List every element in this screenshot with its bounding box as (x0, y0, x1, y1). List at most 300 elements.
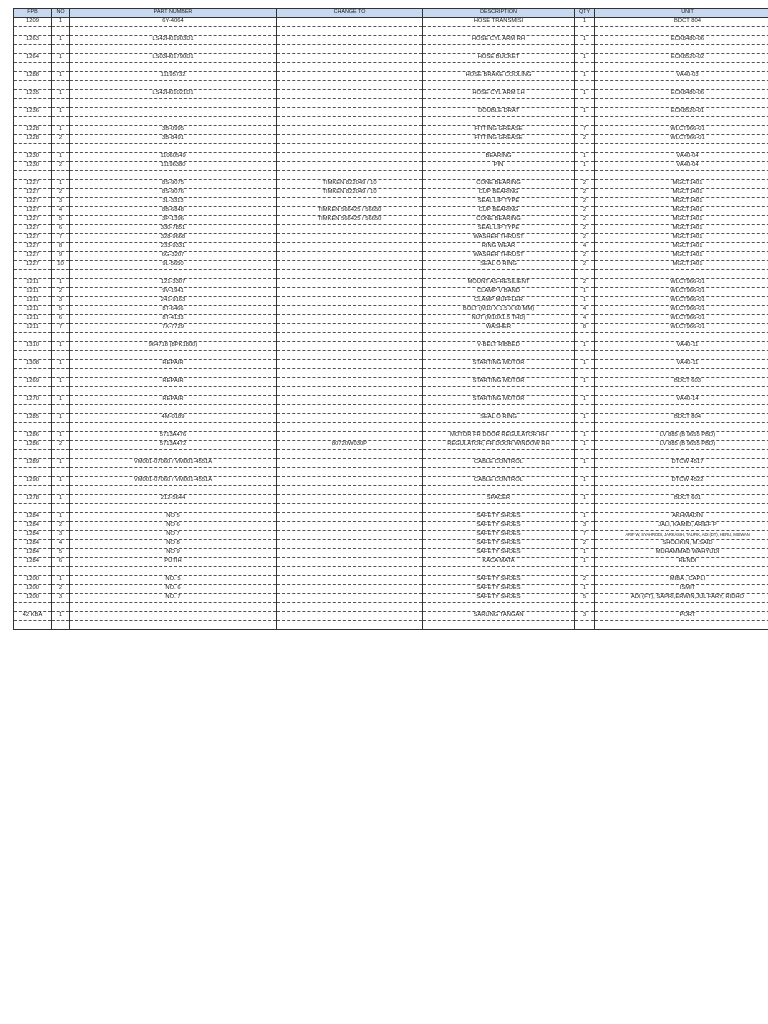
cell-description: BOLT (M10 X 1.5 X 60 MM) (423, 306, 575, 315)
cell-unit: ARIF W, SYAHRODI, JARKASIH, TAUFIK, ADI (DT), HERU, MISWAN (595, 531, 768, 540)
cell-change-to (277, 612, 423, 621)
cell-part-number: 3B-0995 (70, 126, 277, 135)
cell-unit (595, 603, 768, 612)
cell-qty: 1 (575, 72, 595, 81)
cell-change-to (277, 342, 423, 351)
cell-fpb: 1235 (14, 90, 52, 99)
cell-qty (575, 270, 595, 279)
table-row (14, 360, 768, 369)
cell-change-to (277, 540, 423, 549)
cell-qty (575, 468, 595, 477)
cell-description: CUP BEARING (423, 207, 575, 216)
table-row (14, 288, 768, 297)
cell-no: 4 (52, 540, 70, 549)
cell-change-to (277, 117, 423, 126)
cell-description (423, 387, 575, 396)
cell-part-number: 3P-1396 (70, 216, 277, 225)
cell-unit: VA40-14 (595, 396, 768, 405)
cell-change-to (277, 423, 423, 432)
cell-no (52, 603, 70, 612)
cell-qty: 1 (575, 441, 595, 450)
cell-change-to (277, 252, 423, 261)
cell-unit: VA40-04 (595, 153, 768, 162)
cell-qty: 2 (575, 135, 595, 144)
cell-change-to (277, 279, 423, 288)
cell-description (423, 270, 575, 279)
cell-qty (575, 351, 595, 360)
cell-part-number (70, 144, 277, 153)
cell-qty: 1 (575, 288, 595, 297)
cell-part-number: 233-9331 (70, 243, 277, 252)
cell-description: WASHER THRUST (423, 252, 575, 261)
cell-no (52, 450, 70, 459)
cell-part-number: NO 7 (70, 531, 277, 540)
cell-unit: MGCT1401 (595, 216, 768, 225)
cell-no (52, 270, 70, 279)
table-row (14, 90, 768, 99)
cell-change-to (277, 513, 423, 522)
cell-unit: DTCW 4522 (595, 477, 768, 486)
table-row (14, 153, 768, 162)
cell-unit: SHOLIKIN, M.SAID (595, 540, 768, 549)
cell-change-to (277, 54, 423, 63)
cell-change-to (277, 126, 423, 135)
table-row (14, 477, 768, 486)
cell-no (52, 45, 70, 54)
cell-fpb: 1209 (14, 18, 52, 27)
cell-qty (575, 486, 595, 495)
table-row (14, 594, 768, 603)
cell-no: 3 (52, 594, 70, 603)
table-row (14, 225, 768, 234)
table-row (14, 549, 768, 558)
cell-unit: LV 885 (B 9655 PBD) (595, 441, 768, 450)
table-row (14, 585, 768, 594)
cell-description: HOSE BRAKE COOLING (423, 72, 575, 81)
cell-fpb (14, 621, 52, 630)
cell-no: 2 (52, 189, 70, 198)
cell-description: SEAL LIP TYPE (423, 198, 575, 207)
cell-part-number: 121-3307 (70, 279, 277, 288)
cell-change-to (277, 558, 423, 567)
cell-fpb (14, 81, 52, 90)
cell-description: DOUBLE DRAT (423, 108, 575, 117)
cell-part-number: LS42H01903D1 (70, 36, 277, 45)
cell-no: 1 (52, 126, 70, 135)
cell-unit (595, 405, 768, 414)
cell-fpb: 1211 (14, 279, 52, 288)
cell-description: STARTING MOTOR (423, 360, 575, 369)
cell-change-to (277, 261, 423, 270)
cell-change-to (277, 567, 423, 576)
cell-fpb (14, 171, 52, 180)
cell-description: KACA MATA (423, 558, 575, 567)
cell-part-number: 9L-5650 (70, 261, 277, 270)
cell-qty: 2 (575, 198, 595, 207)
cell-no: 1 (52, 396, 70, 405)
cell-qty (575, 117, 595, 126)
cell-unit: WLCT966-01 (595, 279, 768, 288)
cell-unit (595, 27, 768, 36)
cell-fpb: 1284 (14, 531, 52, 540)
header-row (14, 9, 768, 18)
cell-qty (575, 63, 595, 72)
cell-description: SAFETY SHOES (423, 531, 575, 540)
header-qty: QTY (575, 9, 595, 18)
cell-unit: ECK8520-01 (595, 108, 768, 117)
cell-part-number (70, 387, 277, 396)
cell-no: 1 (52, 612, 70, 621)
cell-description: STARTING MOTOR (423, 378, 575, 387)
cell-part-number: 5713A476 (70, 432, 277, 441)
cell-fpb: 1227 (14, 189, 52, 198)
cell-unit (595, 63, 768, 72)
cell-description: MOTOR FR DOOR REGULATOR RH (423, 432, 575, 441)
cell-fpb: 1227 (14, 252, 52, 261)
cell-fpb: 1227 (14, 207, 52, 216)
cell-part-number: 8T-4133 (70, 315, 277, 324)
cell-change-to (277, 504, 423, 513)
cell-qty: 7 (575, 126, 595, 135)
table-row (14, 261, 768, 270)
cell-unit (595, 504, 768, 513)
cell-fpb (14, 45, 52, 54)
cell-qty: 8 (575, 324, 595, 333)
cell-qty: 1 (575, 459, 595, 468)
cell-fpb (14, 63, 52, 72)
cell-part-number (70, 81, 277, 90)
cell-qty (575, 45, 595, 54)
cell-qty (575, 333, 595, 342)
cell-unit: BDCT 804 (595, 18, 768, 27)
cell-change-to (277, 621, 423, 630)
cell-qty: 1 (575, 477, 595, 486)
cell-qty: 1 (575, 414, 595, 423)
cell-qty: 4 (575, 315, 595, 324)
table-row (14, 18, 768, 27)
cell-part-number (70, 27, 277, 36)
cell-fpb: 1227 (14, 261, 52, 270)
cell-fpb (14, 270, 52, 279)
cell-unit (595, 486, 768, 495)
cell-fpb: 1211 (14, 306, 52, 315)
cell-change-to (277, 477, 423, 486)
cell-description: SAFETY SHOES (423, 540, 575, 549)
cell-description (423, 81, 575, 90)
cell-fpb (14, 468, 52, 477)
cell-change-to (277, 468, 423, 477)
cell-description: HOSE CYL ARM LH (423, 90, 575, 99)
cell-part-number: 6Y-4064 (70, 18, 277, 27)
cell-no: 2 (52, 288, 70, 297)
cell-description: SEAL O RING (423, 414, 575, 423)
cell-change-to (277, 315, 423, 324)
header-unit: UNIT (595, 9, 768, 18)
table-row (14, 297, 768, 306)
cell-part-number: 212-5644 (70, 495, 277, 504)
cell-change-to (277, 63, 423, 72)
cell-description: RING WEAR (423, 243, 575, 252)
cell-change-to: TIMKEN 822049 / 10 (277, 189, 423, 198)
cell-fpb: 1284 (14, 513, 52, 522)
cell-description (423, 603, 575, 612)
cell-part-number: PUTIH (70, 558, 277, 567)
cell-description: SARUNG TANGAN (423, 612, 575, 621)
cell-description (423, 621, 575, 630)
cell-qty (575, 81, 595, 90)
cell-no: 1 (52, 153, 70, 162)
cell-change-to (277, 405, 423, 414)
spacer-row (14, 27, 768, 36)
cell-fpb (14, 504, 52, 513)
cell-qty (575, 405, 595, 414)
cell-unit: ADI (FT), SAPRI,ERWIN,JUL FARY, RIDHO (595, 594, 768, 603)
table-row (14, 36, 768, 45)
cell-description (423, 567, 575, 576)
cell-no: 1 (52, 378, 70, 387)
cell-description: SAFETY SHOES (423, 522, 575, 531)
cell-fpb: 1269 (14, 378, 52, 387)
cell-fpb: 1227 (14, 243, 52, 252)
cell-change-to (277, 585, 423, 594)
cell-description: CUP BEARING (423, 189, 575, 198)
cell-change-to (277, 72, 423, 81)
cell-fpb: 1289 (14, 459, 52, 468)
cell-unit (595, 270, 768, 279)
cell-fpb (14, 567, 52, 576)
cell-qty: 1 (575, 297, 595, 306)
table-row (14, 495, 768, 504)
cell-change-to (277, 243, 423, 252)
cell-fpb: 1288 (14, 72, 52, 81)
cell-qty: 7 (575, 531, 595, 540)
cell-unit (595, 450, 768, 459)
cell-fpb: 1211 (14, 324, 52, 333)
cell-change-to (277, 306, 423, 315)
cell-qty: 5 (575, 594, 595, 603)
cell-no (52, 144, 70, 153)
cell-description: SAFETY SHOES (423, 585, 575, 594)
cell-change-to (277, 234, 423, 243)
cell-part-number (70, 468, 277, 477)
cell-unit: ECK8480-06 (595, 36, 768, 45)
table-row (14, 54, 768, 63)
cell-part-number (70, 45, 277, 54)
cell-qty: 1 (575, 54, 595, 63)
cell-qty: 2 (575, 261, 595, 270)
cell-change-to (277, 18, 423, 27)
table-row (14, 612, 768, 621)
cell-qty: 2 (575, 216, 595, 225)
cell-no: 2 (52, 522, 70, 531)
cell-fpb (14, 387, 52, 396)
cell-no: 1 (52, 459, 70, 468)
cell-unit (595, 333, 768, 342)
cell-part-number: NO. 6 (70, 585, 277, 594)
cell-fpb (14, 486, 52, 495)
cell-no: 1 (52, 477, 70, 486)
cell-qty: 1 (575, 549, 595, 558)
header-change-to: CHANGE TO (277, 9, 423, 18)
cell-description (423, 405, 575, 414)
table-row (14, 162, 768, 171)
cell-no (52, 369, 70, 378)
cell-qty: 2 (575, 576, 595, 585)
cell-unit (595, 621, 768, 630)
cell-part-number: NO 9 (70, 549, 277, 558)
table-row (14, 198, 768, 207)
cell-change-to (277, 549, 423, 558)
cell-part-number: 3L-3313 (70, 198, 277, 207)
cell-no: 2 (52, 135, 70, 144)
cell-qty: 2 (575, 279, 595, 288)
cell-change-to: TIMKEN 822049 / 10 (277, 180, 423, 189)
cell-qty (575, 450, 595, 459)
cell-no (52, 27, 70, 36)
table-row (14, 540, 768, 549)
cell-no: 1 (52, 18, 70, 27)
cell-qty: 2 (575, 189, 595, 198)
cell-fpb: 1227 (14, 225, 52, 234)
cell-unit (595, 369, 768, 378)
cell-unit: LV 885 (B 9655 PBD) (595, 432, 768, 441)
cell-qty: 3 (575, 612, 595, 621)
table-row (14, 135, 768, 144)
cell-description: CABLE CONTROL (423, 459, 575, 468)
cell-description (423, 333, 575, 342)
cell-unit: BDCT 804 (595, 414, 768, 423)
spacer-row (14, 171, 768, 180)
cell-unit: WLCT966-01 (595, 315, 768, 324)
cell-description: SAFETY SHOES (423, 513, 575, 522)
cell-no: 1 (52, 108, 70, 117)
cell-fpb: 1284 (14, 540, 52, 549)
cell-no (52, 621, 70, 630)
cell-change-to (277, 99, 423, 108)
cell-description: WASHER THRUST (423, 234, 575, 243)
table-row (14, 441, 768, 450)
cell-fpb: 1200 (14, 585, 52, 594)
table-body (14, 18, 768, 630)
spacer-row (14, 405, 768, 414)
cell-fpb: 1286 (14, 441, 52, 450)
table-row (14, 396, 768, 405)
cell-unit: VA40-04 (595, 162, 768, 171)
parts-request-table (13, 8, 768, 630)
cell-part-number: NO 6 (70, 522, 277, 531)
cell-description: CLAMP MUFFLER (423, 297, 575, 306)
cell-unit: PORT (595, 612, 768, 621)
cell-no: 8 (52, 243, 70, 252)
cell-change-to: TIMKEN 566425 / 56650 (277, 216, 423, 225)
cell-qty: 1 (575, 162, 595, 171)
cell-part-number: NO. 7 (70, 594, 277, 603)
cell-unit: ISMIT (595, 585, 768, 594)
cell-description: FITTING GREASE (423, 135, 575, 144)
cell-unit: VA40-03 (595, 72, 768, 81)
cell-qty (575, 99, 595, 108)
cell-fpb: 1278 (14, 495, 52, 504)
table-row (14, 72, 768, 81)
header-part-number: PART NUMBER (70, 9, 277, 18)
spacer-row (14, 423, 768, 432)
spacer-row (14, 369, 768, 378)
spacer-row (14, 603, 768, 612)
cell-part-number (70, 567, 277, 576)
cell-change-to (277, 45, 423, 54)
table-row (14, 234, 768, 243)
cell-fpb: 1227 (14, 234, 52, 243)
cell-change-to (277, 162, 423, 171)
cell-qty: 1 (575, 558, 595, 567)
cell-fpb (14, 333, 52, 342)
table-row (14, 513, 768, 522)
cell-part-number: 330-7851 (70, 225, 277, 234)
cell-change-to (277, 486, 423, 495)
cell-fpb: 1227 (14, 216, 52, 225)
cell-fpb (14, 603, 52, 612)
cell-no: 6 (52, 225, 70, 234)
cell-no: 3 (52, 198, 70, 207)
cell-qty (575, 603, 595, 612)
cell-description: STARTING MOTOR (423, 396, 575, 405)
cell-no (52, 387, 70, 396)
cell-fpb: 1227 (14, 180, 52, 189)
cell-unit (595, 387, 768, 396)
cell-no (52, 468, 70, 477)
cell-qty: 1 (575, 36, 595, 45)
cell-description: PIN (423, 162, 575, 171)
table-row (14, 189, 768, 198)
cell-no: 1 (52, 360, 70, 369)
cell-description (423, 144, 575, 153)
cell-unit: WLCT966-01 (595, 297, 768, 306)
cell-part-number: 11196380 (70, 162, 277, 171)
cell-no: 1 (52, 279, 70, 288)
cell-unit (595, 468, 768, 477)
cell-no: 4 (52, 207, 70, 216)
cell-description: SEAL LIP TYPE (423, 225, 575, 234)
cell-qty: 2 (575, 225, 595, 234)
cell-unit (595, 567, 768, 576)
cell-unit: MGCT1401 (595, 234, 768, 243)
cell-change-to (277, 153, 423, 162)
cell-part-number (70, 351, 277, 360)
cell-no (52, 63, 70, 72)
cell-qty: 2 (575, 180, 595, 189)
cell-fpb: 1284 (14, 549, 52, 558)
cell-description: HOSE CYL ARM RH (423, 36, 575, 45)
cell-fpb: 1211 (14, 288, 52, 297)
cell-change-to (277, 297, 423, 306)
cell-description (423, 351, 575, 360)
cell-no (52, 351, 70, 360)
cell-fpb: 1310 (14, 342, 52, 351)
cell-unit: MGCT1401 (595, 225, 768, 234)
cell-change-to (277, 198, 423, 207)
cell-description: V-BELT RIBBED (423, 342, 575, 351)
spacer-row (14, 450, 768, 459)
cell-qty (575, 621, 595, 630)
cell-qty (575, 27, 595, 36)
cell-part-number (70, 450, 277, 459)
cell-qty: 1 (575, 18, 595, 27)
cell-description: SAFETY SHOES (423, 576, 575, 585)
cell-no: 6 (52, 315, 70, 324)
table-row (14, 108, 768, 117)
cell-no: 1 (52, 36, 70, 45)
cell-no: 1 (52, 90, 70, 99)
